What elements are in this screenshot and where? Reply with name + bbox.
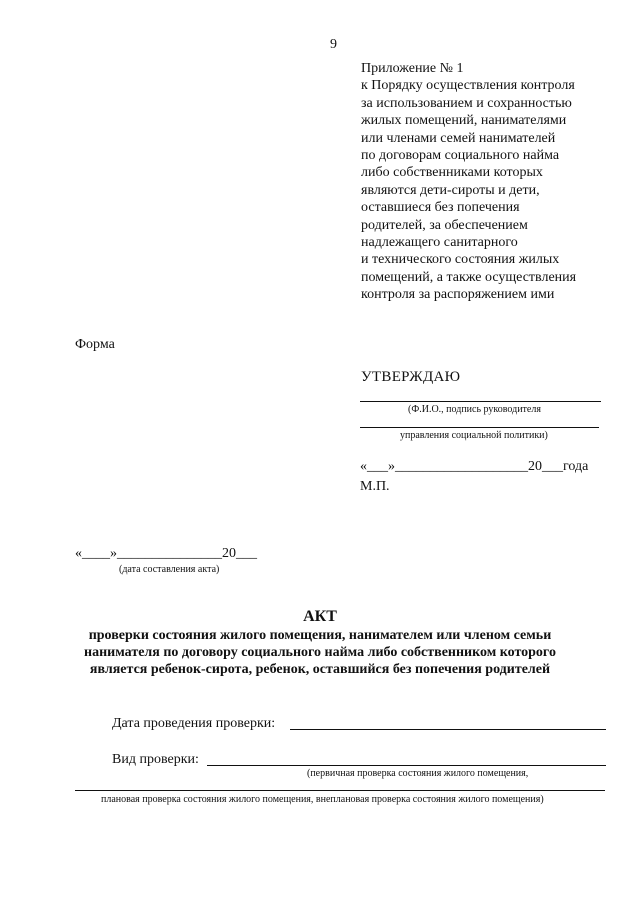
act-title: АКТ bbox=[303, 608, 337, 625]
appendix-line: или членами семей нанимателей bbox=[361, 130, 556, 146]
appendix-line: Приложение № 1 bbox=[361, 61, 464, 76]
signature-line bbox=[360, 401, 601, 402]
appendix-line: по договорам социального найма bbox=[361, 148, 560, 164]
appendix-line: являются дети-сироты и дети, bbox=[361, 182, 540, 198]
appendix-line: помещений, а также осуществления bbox=[361, 269, 577, 285]
inspection-date-field[interactable] bbox=[290, 729, 606, 730]
appendix-line: жилых помещений, нанимателями bbox=[361, 113, 567, 129]
form-label: Форма bbox=[75, 337, 115, 352]
page-number: 9 bbox=[330, 37, 337, 52]
inspection-type-caption: (первичная проверка состояния жилого помещения, bbox=[307, 768, 529, 779]
act-date-caption: (дата составления акта) bbox=[119, 564, 220, 575]
act-subtitle-line: является ребенок-сирота, ребенок, оставшийся без попечения родителей bbox=[89, 662, 551, 677]
inspection-type-label: Вид проверки: bbox=[112, 752, 199, 767]
caption-department: управления социальной политики) bbox=[400, 430, 548, 441]
appendix-line: оставшиеся без попечения bbox=[361, 200, 520, 216]
approval-title: УТВЕРЖДАЮ bbox=[361, 369, 461, 385]
appendix-line: и технического состояния жилых bbox=[361, 252, 560, 268]
act-subtitle-line: проверки состояния жилого помещения, нанимателем или членом семьи bbox=[88, 628, 552, 643]
appendix-line: либо собственниками которых bbox=[361, 165, 543, 181]
department-line bbox=[360, 427, 599, 428]
appendix-line: за использованием и сохранностью bbox=[361, 95, 572, 111]
act-subtitle bbox=[0, 627, 640, 678]
appendix-line: к Порядку осуществления контроля bbox=[361, 78, 575, 94]
act-subtitle-line: нанимателя по договору социального найма либо собственником которого bbox=[84, 645, 556, 660]
inspection-type-caption-2: плановая проверка состояния жилого помещения, внеплановая проверка состояния жилого помещения) bbox=[101, 794, 544, 805]
appendix-header bbox=[361, 60, 611, 304]
act-date-line: «____»_______________20___ bbox=[75, 546, 257, 561]
inspection-type-field[interactable] bbox=[207, 765, 606, 766]
appendix-line: надлежащего санитарного bbox=[361, 235, 518, 251]
inspection-date-label: Дата проведения проверки: bbox=[112, 716, 276, 731]
appendix-line: родителей, за обеспечением bbox=[361, 217, 528, 233]
approval-date: «___»___________________20___года bbox=[360, 459, 589, 474]
seal-label: М.П. bbox=[360, 479, 390, 494]
inspection-type-field-2[interactable] bbox=[75, 790, 605, 791]
caption-fio: (Ф.И.О., подпись руководителя bbox=[408, 404, 541, 415]
appendix-line: контроля за распоряжением ими bbox=[361, 287, 555, 303]
